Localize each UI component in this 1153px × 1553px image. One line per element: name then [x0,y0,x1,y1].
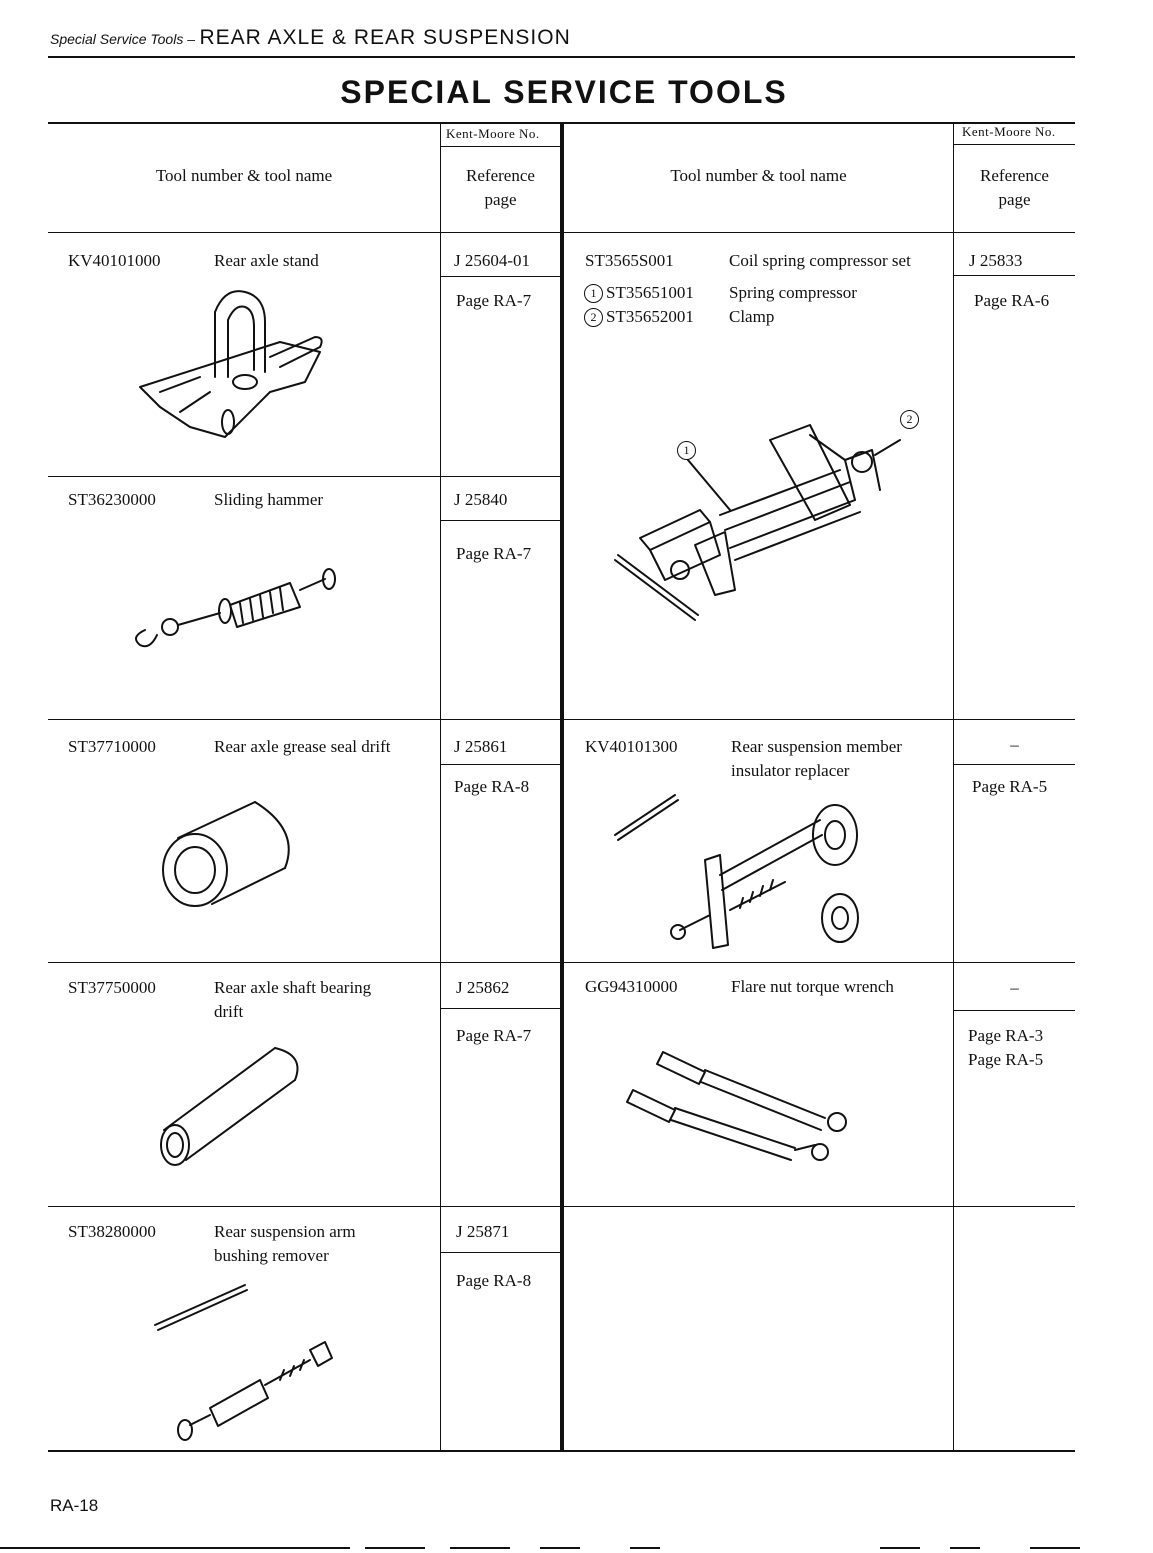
part-row [584,283,694,303]
kent-moore-number: – [1010,735,1019,754]
bushing-remover-icon [150,1280,340,1445]
col-heading-page: page [998,190,1031,209]
sliding-hammer-icon [125,565,345,655]
reference-page: Page RA-5 [972,777,1048,796]
divider-line [441,1008,560,1009]
part-number: ST35652001 [606,307,694,326]
tool-number: ST3565S001 [585,251,674,270]
reference-page: Page RA-5 [968,1050,1044,1069]
divider-line [950,1547,980,1549]
row-rule [48,1206,560,1207]
divider-line [0,1547,350,1549]
section-header [50,26,571,50]
insulator-replacer-icon [610,790,880,950]
tool-name: Sliding hammer [214,490,324,509]
part-row [584,307,694,327]
axle-stand-icon [130,282,340,457]
kent-moore-number: – [1010,978,1019,997]
divider-line [1030,1547,1080,1549]
part-number: ST35651001 [606,283,694,302]
divider-line [441,1252,560,1253]
col-heading-reference: Reference [466,166,535,185]
kent-moore-number: J 25833 [969,251,1023,270]
divider-line [441,146,560,147]
tool-number: ST38280000 [68,1222,156,1241]
col-heading-tool: Tool number & tool name [155,166,333,185]
row-rule [564,719,1075,720]
reference-page: Page RA-3 [968,1026,1044,1045]
divider-line [540,1547,580,1549]
tool-name: Rear axle shaft bearing [214,978,372,997]
page-title: SPECIAL SERVICE TOOLS [340,74,788,110]
row-rule [48,476,560,477]
tool-number: ST36230000 [68,490,156,509]
center-divider [560,122,564,1452]
kent-moore-number: J 25604-01 [454,251,531,270]
part-name: Clamp [729,307,775,326]
col-heading-kent-moore: Kent-Moore No. [446,126,540,141]
tool-name: Rear suspension member [731,737,902,756]
col-heading-page: page [484,190,517,209]
tool-number: ST37710000 [68,737,156,756]
divider-line [630,1547,660,1549]
divider-line [880,1547,920,1549]
section-small-title: Special Service Tools – [50,31,196,47]
divider-line [441,520,560,521]
divider-line [365,1547,425,1549]
tool-name: Rear axle grease seal drift [214,737,391,756]
kent-moore-number: J 25861 [454,737,508,756]
divider-line [954,144,1075,145]
reference-page: Page RA-7 [456,1026,532,1045]
row-rule [564,1206,1075,1207]
bearing-drift-icon [150,1040,310,1170]
divider-line [441,276,560,277]
torque-wrench-icon [625,1040,865,1170]
col-heading-kent-moore: Kent-Moore No. [962,124,1056,139]
col-heading-tool: Tool number & tool name [670,166,847,185]
tool-name-line-2: drift [214,1002,244,1021]
kent-moore-number: J 25840 [454,490,508,509]
grease-seal-drift-icon [150,790,300,920]
row-rule [564,232,1075,233]
reference-page: Page RA-7 [456,291,532,310]
tool-number: ST37750000 [68,978,156,997]
tool-name-line-2: insulator replacer [731,761,850,780]
tool-name-line-2: bushing remover [214,1246,329,1265]
col-heading-reference: Reference [980,166,1049,185]
tool-number: KV40101000 [68,251,161,270]
divider-line [450,1547,510,1549]
callout-marker: 1 [584,284,603,303]
kent-moore-number: J 25871 [456,1222,510,1241]
divider-line [954,764,1075,765]
row-rule [48,232,560,233]
reference-page: Page RA-6 [974,291,1050,310]
header-rule [48,56,1075,58]
reference-page: Page RA-8 [456,1271,532,1290]
callout-marker: 2 [900,410,919,429]
section-big-title: REAR AXLE & REAR SUSPENSION [199,26,571,49]
divider-line [441,764,560,765]
tool-name: Flare nut torque wrench [731,977,894,996]
table-bottom-rule [48,1450,1075,1452]
row-rule [48,962,560,963]
divider-line [954,1010,1075,1011]
reference-page: Page RA-8 [454,777,530,796]
tool-number: KV40101300 [585,737,678,756]
tool-name: Rear axle stand [214,251,319,270]
kent-moore-number: J 25862 [456,978,510,997]
callout-marker: 2 [584,308,603,327]
page-number: RA-18 [50,1496,99,1515]
row-rule [564,962,1075,963]
tool-name: Coil spring compressor set [729,251,911,270]
tool-name: Rear suspension arm [214,1222,356,1241]
divider-line [954,275,1075,276]
tool-number: GG94310000 [585,977,678,996]
part-name: Spring compressor [729,283,857,302]
divider-line [953,122,954,1452]
callout-marker: 1 [677,441,696,460]
reference-page: Page RA-7 [456,544,532,563]
row-rule [48,719,560,720]
coil-spring-compressor-icon [610,420,930,620]
